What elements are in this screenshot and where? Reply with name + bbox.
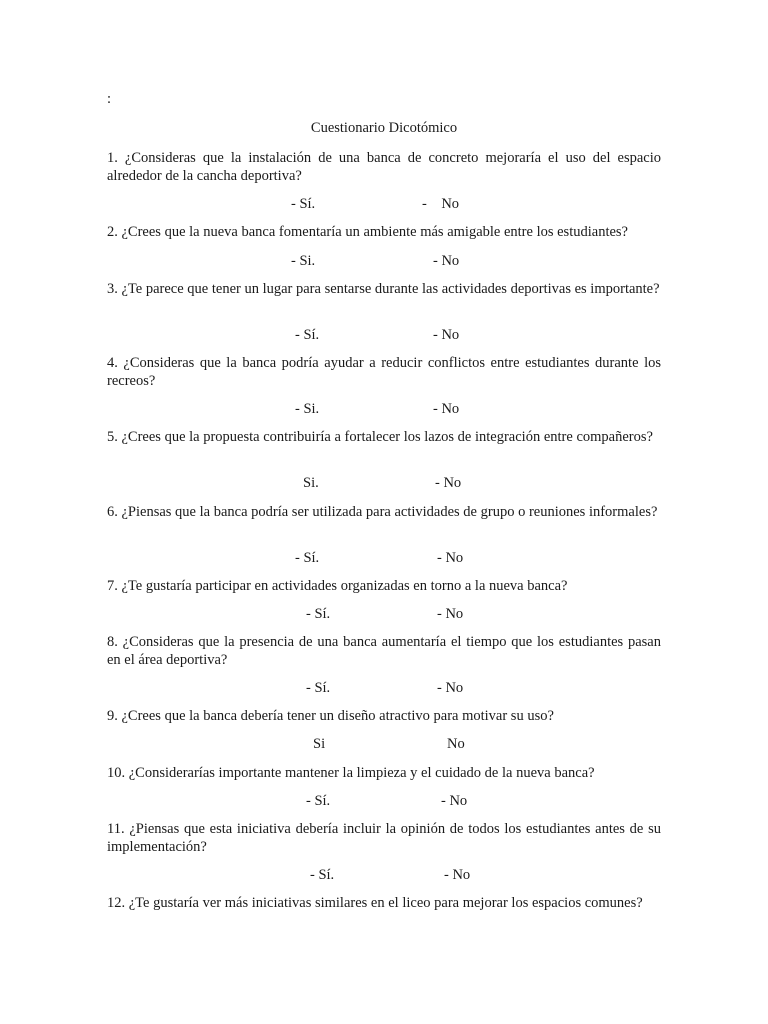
- answer-yes-5: Si.: [303, 475, 319, 491]
- answer-yes-9: Si: [313, 736, 326, 752]
- question-12: 12. ¿Te gustaría ver más iniciativas similares en el liceo para mejorar los espacios comunes?: [107, 895, 643, 911]
- answer-yes-6: - Sí.: [295, 550, 320, 566]
- answer-no-10: - No: [441, 793, 468, 809]
- answer-yes-1: - Sí.: [291, 196, 316, 212]
- question-2: 2. ¿Crees que la nueva banca fomentaría un ambiente más amigable entre los estudiantes?: [107, 224, 628, 240]
- question-4: 4. ¿Consideras que la banca podría ayudar a reducir conflictos entre estudiantes durante los recreos?: [107, 355, 661, 389]
- question-5: 5. ¿Crees que la propuesta contribuiría a fortalecer los lazos de integración entre compañeros?: [107, 429, 653, 445]
- answer-yes-3: - Sí.: [295, 327, 320, 343]
- question-7: 7. ¿Te gustaría participar en actividades organizadas en torno a la nueva banca?: [107, 578, 568, 594]
- answer-no-5: - No: [435, 475, 462, 491]
- question-1: 1. ¿Consideras que la instalación de una banca de concreto mejoraría el uso del espacio alrededor de la cancha deportiva?: [107, 150, 661, 184]
- answer-no-7: - No: [437, 606, 464, 622]
- answer-no-11: - No: [444, 867, 471, 883]
- answer-yes-2: - Si.: [291, 253, 316, 269]
- answer-no-3: - No: [433, 327, 460, 343]
- question-10: 10. ¿Considerarías importante mantener la limpieza y el cuidado de la nueva banca?: [107, 765, 595, 781]
- answer-yes-11: - Sí.: [310, 867, 335, 883]
- answer-no-8: - No: [437, 680, 464, 696]
- question-9: 9. ¿Crees que la banca debería tener un diseño atractivo para motivar su uso?: [107, 708, 554, 724]
- answer-no-1: - No: [422, 196, 460, 212]
- answer-yes-8: - Sí.: [306, 680, 331, 696]
- page-title: Cuestionario Dicotómico: [310, 120, 458, 136]
- answer-no-2: - No: [433, 253, 460, 269]
- answer-yes-10: - Sí.: [306, 793, 331, 809]
- question-3: 3. ¿Te parece que tener un lugar para sentarse durante las actividades deportivas es importante?: [107, 281, 660, 297]
- answer-yes-4: - Si.: [295, 401, 320, 417]
- question-8: 8. ¿Consideras que la presencia de una banca aumentaría el tiempo que los estudiantes pasan en el área deportiva?: [107, 634, 661, 668]
- answer-no-4: - No: [433, 401, 460, 417]
- answer-yes-7: - Sí.: [306, 606, 331, 622]
- question-11: 11. ¿Piensas que esta iniciativa debería incluir la opinión de todos los estudiantes antes de su implementación?: [107, 821, 661, 855]
- answer-no-6: - No: [437, 550, 464, 566]
- leading-colon: :: [107, 91, 112, 107]
- question-6: 6. ¿Piensas que la banca podría ser utilizada para actividades de grupo o reuniones informales?: [107, 504, 658, 520]
- answer-no-9: No: [447, 736, 465, 752]
